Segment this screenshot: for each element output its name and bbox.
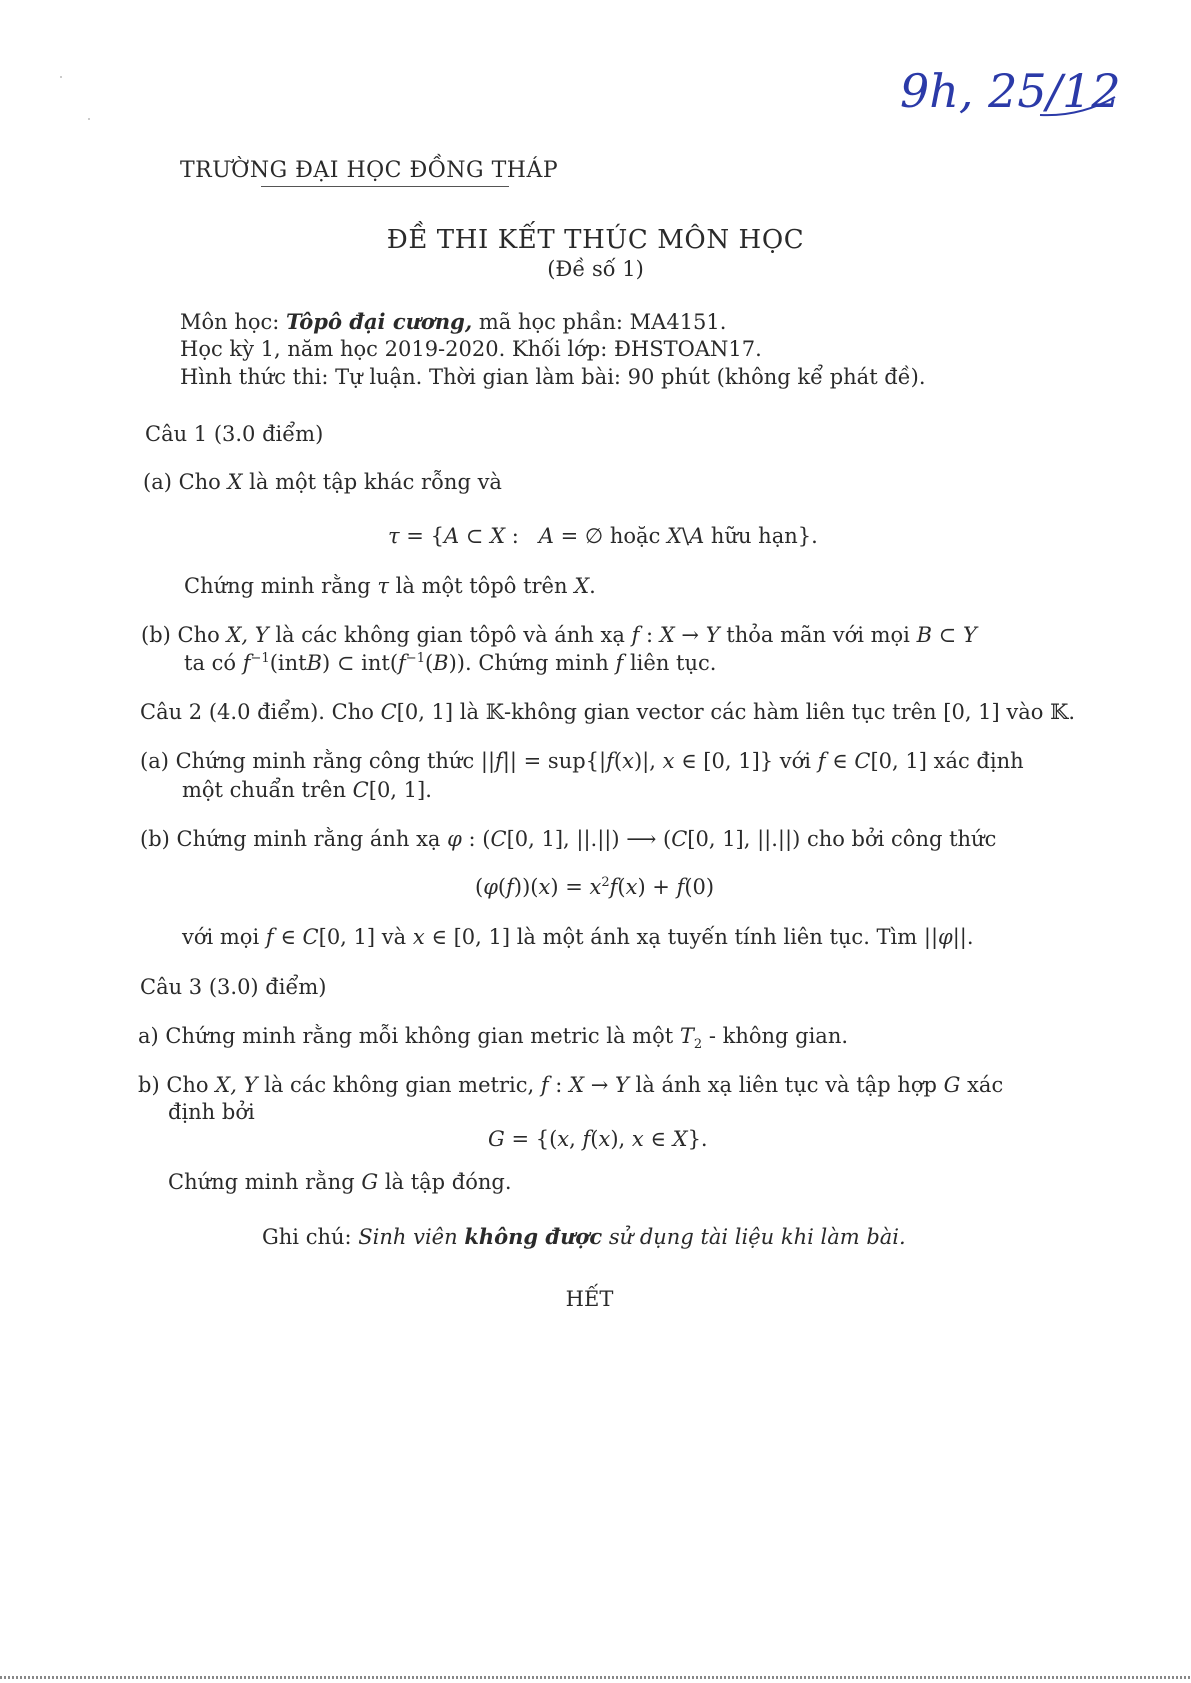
note: Ghi chú: Sinh viên không được sử dụng tài liệu khi làm bài. bbox=[262, 1224, 906, 1249]
school-name: TRƯỜNG ĐẠI HỌC ĐỒNG THÁP bbox=[180, 158, 559, 183]
semester-line: Học kỳ 1, năm học 2019-2020. Khối lớp: ĐHSTOAN17. bbox=[180, 337, 762, 361]
course-line: Môn học: Tôpô đại cương, mã học phần: MA4151. bbox=[180, 309, 727, 334]
q1a-prove: Chứng minh rằng τ là một tôpô trên X. bbox=[184, 574, 596, 598]
q3b-line1: b) Cho X, Y là các không gian metric, f : X → Y là ánh xạ liên tục và tập hợp G xác bbox=[138, 1073, 1004, 1097]
q3-title: Câu 3 (3.0) điểm) bbox=[140, 975, 327, 999]
q2b-line3: với mọi f ∈ C[0, 1] và x ∈ [0, 1] là một ánh xạ tuyến tính liên tục. Tìm ||φ||. bbox=[182, 925, 974, 949]
q3b-line2: định bởi bbox=[168, 1100, 255, 1124]
exam-title: ĐỀ THI KẾT THÚC MÔN HỌC bbox=[386, 225, 805, 255]
end-marker: HẾT bbox=[565, 1287, 614, 1311]
format-line: Hình thức thi: Tự luận. Thời gian làm bài: 90 phút (không kể phát đề). bbox=[180, 365, 926, 389]
handwritten-note-text: 9h, 25/12 bbox=[900, 64, 1121, 118]
q2-intro: Câu 2 (4.0 điểm). Cho C[0, 1] là 𝕂-không gian vector các hàm liên tục trên [0, 1] vào 𝕂. bbox=[140, 700, 1076, 724]
q2b-line1: (b) Chứng minh rằng ánh xạ φ : (C[0, 1], ||.||) ⟶ (C[0, 1], ||.||) cho bởi công thức bbox=[140, 827, 997, 851]
q1b-line2: ta có $f^{-1}(intB)$ ⊂ $int(f^{-1}(B))$. Chứng minh f liên tục. bbox=[184, 651, 717, 675]
handwritten-annotation bbox=[890, 45, 1190, 155]
q2a-line1: (a) Chứng minh rằng công thức ||f|| = sup{|f(x)|, x ∈ [0, 1]} với f ∈ C[0, 1] xác định bbox=[140, 749, 1024, 773]
q1b-line1: (b) Cho X, Y là các không gian tôpô và ánh xạ f : X → Y thỏa mãn với mọi B ⊂ Y bbox=[141, 623, 977, 647]
exam-number: (Đề số 1) bbox=[547, 257, 644, 281]
q1a-set-formula: τ = {A ⊂ X : A = ∅ hoặc X\A hữu hạn}. bbox=[388, 524, 818, 548]
q1a-line1: (a) Cho X là một tập khác rỗng và bbox=[143, 470, 502, 494]
scan-bottom-edge bbox=[0, 1676, 1191, 1679]
q2b-formula: $(\varphi(f))(x) = x^2f(x) + f(0)$ bbox=[475, 875, 715, 899]
q2a-line2: một chuẩn trên C[0, 1]. bbox=[182, 778, 432, 802]
scan-speck bbox=[88, 118, 90, 120]
course-name: Tôpô đại cương, bbox=[286, 309, 473, 334]
q1-title: Câu 1 (3.0 điểm) bbox=[145, 422, 324, 446]
scan-speck bbox=[60, 76, 62, 78]
school-underline bbox=[261, 186, 509, 187]
q3b-prove: Chứng minh rằng G là tập đóng. bbox=[168, 1170, 512, 1194]
q3b-formula: G = {(x, f(x), x ∈ X}. bbox=[488, 1127, 708, 1151]
q3a-line: a) Chứng minh rằng mỗi không gian metric là một $T_2$ - không gian. bbox=[138, 1024, 849, 1053]
